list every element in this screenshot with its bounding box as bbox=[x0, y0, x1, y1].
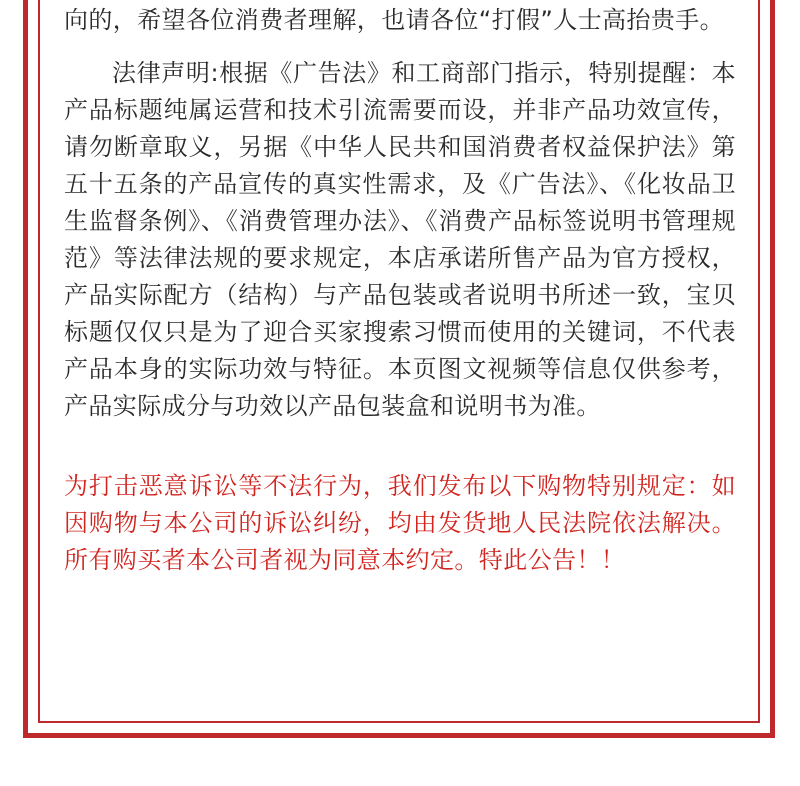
statement-content bbox=[64, 0, 736, 579]
legal-statement-paragraph: 法律声明:根据《广告法》和工商部门指示，特别提醒：本产品标题纯属运营和技术引流需要而设，并非产品功效宣传，请勿断章取义，另据《中华人民共和国消费者权益保护法》第五十五条的产品宣传的真实性需求，及《广告法》、《化妆品卫生监督条例》、《消费管理办法》、《消费产品标签说明书管理规范》等法律法规的要求规定，本店承诺所售产品为官方授权，产品实际配方（结构）与产品包装或者说明书所述一致，宝贝标题仅仅只是为了迎合买家搜索习惯而使用的关键词，不代表产品本身的实际功效与特征。本页图文视频等信息仅供参考，产品实际成分与功效以产品包装盒和说明书为准。 bbox=[64, 59, 736, 420]
intro-paragraph: 向的，希望各位消费者理解，也请各位“打假”人士高抬贵手。 bbox=[64, 6, 725, 34]
shopping-notice-paragraph: 为打击恶意诉讼等不法行为，我们发布以下购物特别规定：如因购物与本公司的诉讼纠纷，均由发货地人民法院依法解决。所有购买者本公司者视为同意本约定。特此公告！！ bbox=[64, 472, 736, 574]
